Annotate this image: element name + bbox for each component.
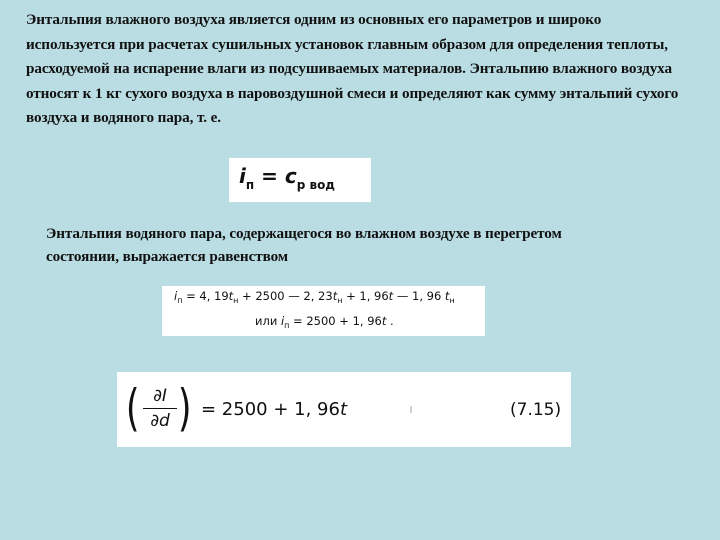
- formula2-line2-rest: = 2500 + 1, 96: [289, 314, 382, 328]
- formula2-part-a: = 4, 19: [182, 289, 229, 303]
- scan-artifact-mark: [410, 406, 412, 413]
- fraction-denominator: ∂d: [150, 411, 170, 431]
- formula2-line2-end: .: [386, 314, 394, 328]
- formula1-rhs: c: [284, 164, 297, 188]
- formula1-lhs-sub: п: [245, 178, 255, 192]
- formula2-i: i: [174, 289, 178, 303]
- formula2-line2-t: t: [381, 314, 387, 328]
- formula2-t4: t: [444, 289, 450, 303]
- formula-enthalpy-vapor: [239, 164, 335, 192]
- formula2-line2: [255, 314, 394, 330]
- equation-number: (7.15): [510, 400, 562, 420]
- formula2-t4-sub: н: [449, 296, 455, 305]
- formula2-t3: t: [388, 289, 394, 303]
- formula-derivative-image: [117, 372, 571, 447]
- fraction-dI-dd: [143, 386, 177, 431]
- formula2-i-sub: п: [177, 296, 183, 305]
- right-paren: ): [177, 379, 192, 437]
- formula2-t1-sub: н: [233, 296, 239, 305]
- paragraph-vapor-enthalpy: Энтальпия водяного пара, содержащегося во влажном воздухе в перегретом состоянии, выражается равенством: [46, 225, 562, 265]
- formula1-lhs: i: [239, 164, 246, 188]
- fraction-bar: [143, 408, 177, 409]
- paragraph-enthalpy-definition: Энтальпия влажного воздуха является одним из основных его параметров и широко используется при расчетах сушильных установок главным образом для определения теплоты, расходуемой на испарение влаги из подсушиваемых материалов. Энтальпию влажного воздуха относят к 1 кг сухого воздуха в паровоздушной смеси и определяют как сумму энтальпий сухого воздуха и водяного пара, т. е.: [26, 11, 679, 127]
- formula2-line2-i-sub: п: [284, 321, 290, 330]
- formula2-t1: t: [228, 289, 234, 303]
- formula-enthalpy-vapor-image: [229, 158, 371, 202]
- formula3-rhs-value: = 2500 + 1, 96: [201, 399, 340, 420]
- formula1-eq: =: [254, 164, 285, 188]
- formula2-part-c: + 1, 96: [342, 289, 389, 303]
- left-paren: (: [125, 379, 140, 437]
- formula2-t2: t: [332, 289, 338, 303]
- formula2-t2-sub: н: [337, 296, 343, 305]
- formula3-rhs: [201, 399, 347, 420]
- formula2-part-d: — 1, 96: [393, 289, 445, 303]
- fraction-numerator: ∂I: [153, 386, 167, 406]
- formula2-part-b: + 2500 — 2, 23: [238, 289, 333, 303]
- formula-vapor-enthalpy-image: [162, 286, 485, 336]
- formula1-rhs-sub: р вод: [296, 178, 335, 192]
- formula3-rhs-var: t: [339, 399, 347, 420]
- formula2-line2-i: i: [280, 314, 285, 328]
- formula2-ili: или: [255, 314, 281, 328]
- formula2-line1: [174, 289, 455, 305]
